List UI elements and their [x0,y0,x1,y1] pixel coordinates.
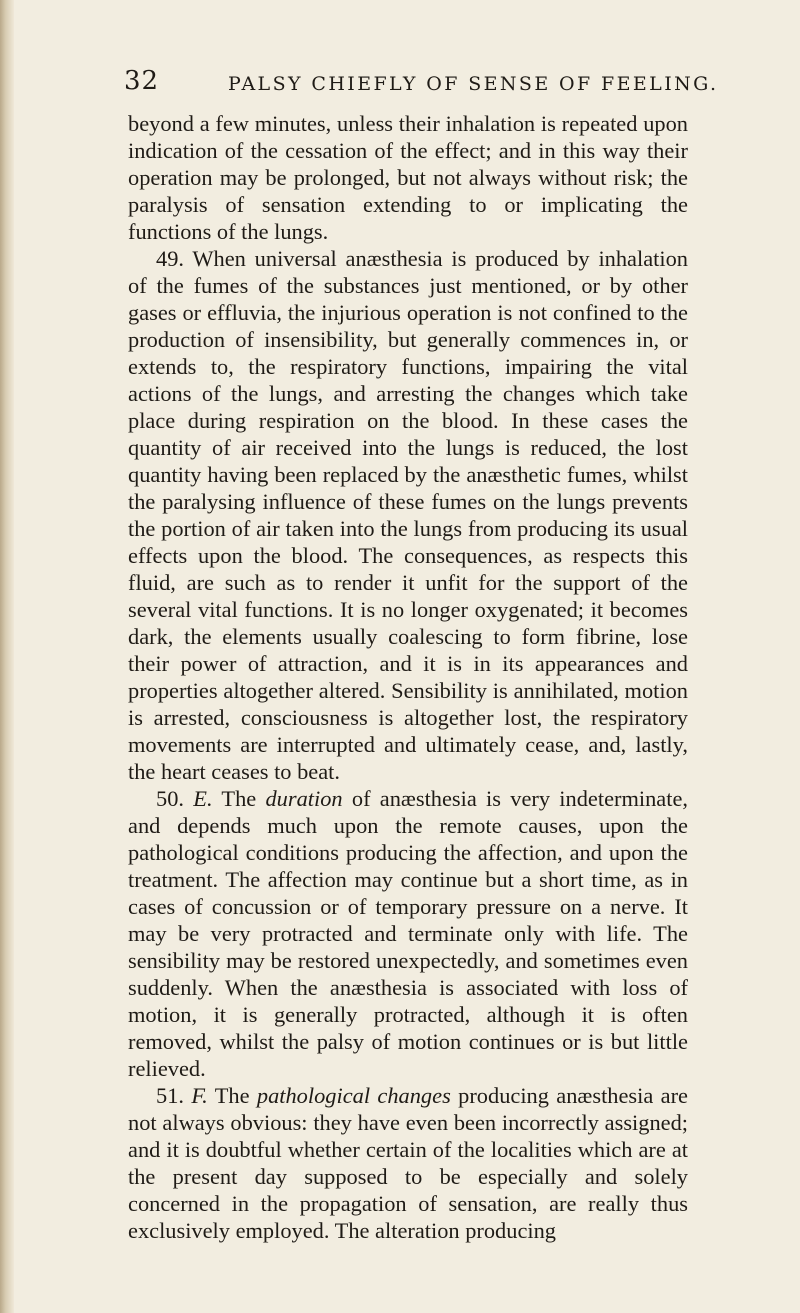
section-topic: pathological changes [256,1083,451,1108]
paragraph-text: producing anæsthesia are not always obvious: they have even been incorrectly assigned; and it is doubtful whether certain of the localities which are at the present day supposed to be especially and solely concerned in the propagation of sensation, are really thus exclusively employed. The alteration producing [128,1083,688,1243]
page-number: 32 [124,66,160,96]
paragraph-text: beyond a few minutes, unless their inhalation is repeated upon indication of the cessation of the effect; and in this way their operation may be prolonged, but not always without risk; the paralysis of sensation extending to or implicating the functions of the lungs. [128,111,688,244]
section-lead: The [221,786,257,811]
paragraph-text: When universal anæsthesia is produced by inhalation of the fumes of the substances just mentioned, or by other gases or effluvia, the injurious operation is not confined to the production of insensibility, but generally commences in, or extends to, the respiratory functions, impairing the vital actions of the lungs, and arresting the changes which take place during respiration on the blood. In these cases the quantity of air received into the lungs is reduced, the lost quantity having been replaced by the anæsthetic fumes, whilst the paralysing influence of these fumes on the lungs prevents the portion of air taken into the lungs from producing its usual effects upon the blood. The consequences, as respects this fluid, are such as to render it unfit for the support of the several vital functions. It is no longer oxygenated; it becomes dark, the elements usually coalescing to form fibrine, lose their power of attraction, and it is in its appearances and properties altogether altered. Sensibility is annihilated, motion is arrested, consciousness is altogether lost, the respiratory movements are interrupted and ultimately cease, and, lastly, the heart ceases to beat. [128,246,688,784]
paragraph-number: 50. [156,786,184,811]
section-lead: The [214,1083,250,1108]
paragraph-number: 51. [156,1083,184,1108]
paragraph-49 [128,245,688,785]
paragraph-continued [128,110,688,245]
paragraph-50 [128,785,688,1082]
binding-edge [0,0,14,1313]
running-head [124,60,719,100]
paragraph-51 [128,1082,688,1244]
running-head-title: PALSY CHIEFLY OF SENSE OF FEELING. [228,73,719,95]
section-letter: E. [193,786,213,811]
paragraph-number: 49. [156,246,184,271]
body-text [128,110,688,1244]
section-letter: F. [191,1083,208,1108]
paragraph-text: of anæsthesia is very indeterminate, and depends much upon the remote causes, upon the pathological conditions producing the affection, and upon the treatment. The affection may continue but a short time, as in cases of concussion or of temporary pressure on a nerve. It may be very protracted and terminate only with life. The sensibility may be restored unexpectedly, and sometimes even suddenly. When the anæsthesia is associated with loss of motion, it is generally protracted, although it is often removed, whilst the palsy of motion continues or is but little relieved. [128,786,688,1081]
book-page [124,60,719,1244]
section-topic: duration [265,786,343,811]
